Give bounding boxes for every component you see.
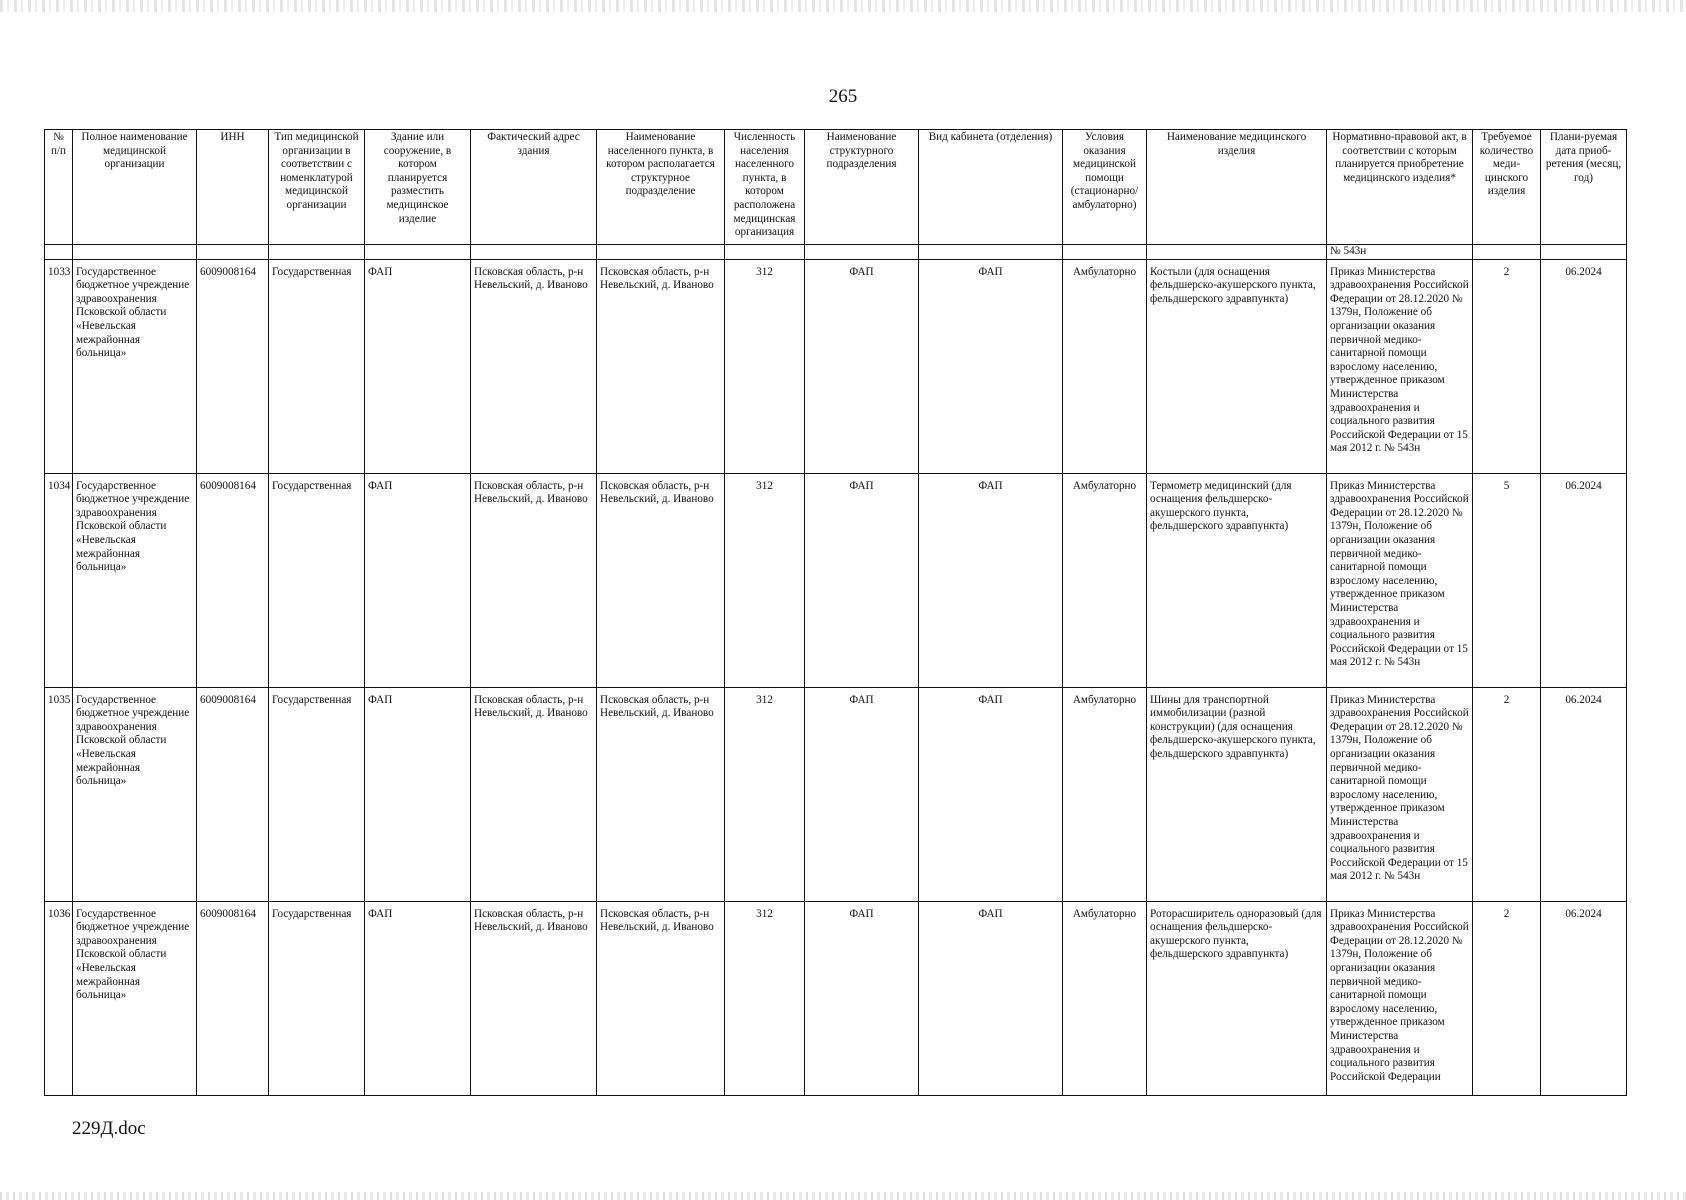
column-header: Наименование структурного подразделения xyxy=(805,130,919,245)
quantity: 5 xyxy=(1473,473,1541,687)
row-number: 1034 xyxy=(45,473,73,687)
device-name: Роторасширитель одноразовый (для оснащения фельдшерско-акушерского пункта, фельдшерского здравпункта) xyxy=(1147,901,1327,1095)
table-row xyxy=(45,473,1627,687)
quantity: 2 xyxy=(1473,259,1541,473)
legal-act: Приказ Министерства здравоохранения Российской Федерации от 28.12.2020 № 1379н, Положение об организации оказания первичной медико-санитарной помощи взрослому населению, утвержденное приказом Министерства здравоохранения и социального развития Российской Федерации xyxy=(1327,901,1473,1095)
division: ФАП xyxy=(805,687,919,901)
row-number: 1035 xyxy=(45,687,73,901)
cabinet: ФАП xyxy=(919,901,1063,1095)
settlement: Псковская область, р-н Невельский, д. Иваново xyxy=(597,901,725,1095)
column-header: Нормативно-правовой акт, в соответствии с которым планируется приобретение медицинского изделия* xyxy=(1327,130,1473,245)
carryover-row xyxy=(45,245,1627,260)
table-row xyxy=(45,687,1627,901)
quantity: 2 xyxy=(1473,901,1541,1095)
device-name: Шины для транспортной иммобилизации (разной конструкции) (для оснащения фельдшерско-акушерского пункта, фельдшерского здравпункта) xyxy=(1147,687,1327,901)
organization-type: Государственная xyxy=(269,901,365,1095)
table-row xyxy=(45,901,1627,1095)
column-header: Фактический адрес здания xyxy=(471,130,597,245)
division: ФАП xyxy=(805,259,919,473)
population: 312 xyxy=(725,901,805,1095)
row-number: 1033 xyxy=(45,259,73,473)
purchase-date: 06.2024 xyxy=(1541,259,1627,473)
population: 312 xyxy=(725,473,805,687)
address: Псковская область, р-н Невельский, д. Иваново xyxy=(471,901,597,1095)
device-name: Костыли (для оснащения фельдшерско-акушерского пункта, фельдшерского здравпункта) xyxy=(1147,259,1327,473)
table-header-row xyxy=(45,130,1627,245)
legal-act: Приказ Министерства здравоохранения Российской Федерации от 28.12.2020 № 1379н, Положение об организации оказания первичной медико-санитарной помощи взрослому населению, утвержденное приказом Министерства здравоохранения и социального развития Российской Федерации от 15 мая 2012 г. № 543н xyxy=(1327,687,1473,901)
building: ФАП xyxy=(365,259,471,473)
column-header: Условия оказания медицинской помощи (стационарно/ амбулаторно) xyxy=(1063,130,1147,245)
address: Псковская область, р-н Невельский, д. Иваново xyxy=(471,259,597,473)
division: ФАП xyxy=(805,901,919,1095)
care-conditions: Амбулаторно xyxy=(1063,687,1147,901)
address: Псковская область, р-н Невельский, д. Иваново xyxy=(471,473,597,687)
inn: 6009008164 xyxy=(197,259,269,473)
legal-act: Приказ Министерства здравоохранения Российской Федерации от 28.12.2020 № 1379н, Положение об организации оказания первичной медико-санитарной помощи взрослому населению, утвержденное приказом Министерства здравоохранения и социального развития Российской Федерации от 15 мая 2012 г. № 543н xyxy=(1327,259,1473,473)
care-conditions: Амбулаторно xyxy=(1063,259,1147,473)
device-name: Термометр медицинский (для оснащения фельдшерско-акушерского пункта, фельдшерского здравпункта) xyxy=(1147,473,1327,687)
care-conditions: Амбулаторно xyxy=(1063,901,1147,1095)
quantity: 2 xyxy=(1473,687,1541,901)
column-header: Наименование медицинского изделия xyxy=(1147,130,1327,245)
legal-act: Приказ Министерства здравоохранения Российской Федерации от 28.12.2020 № 1379н, Положение об организации оказания первичной медико-санитарной помощи взрослому населению, утвержденное приказом Министерства здравоохранения и социального развития Российской Федерации от 15 мая 2012 г. № 543н xyxy=(1327,473,1473,687)
building: ФАП xyxy=(365,473,471,687)
column-header: Тип медицинской организации в соответствии с номенклатурой медицинской организации xyxy=(269,130,365,245)
row-number: 1036 xyxy=(45,901,73,1095)
column-header: Требуемое количество меди-цинского изделия xyxy=(1473,130,1541,245)
purchase-date: 06.2024 xyxy=(1541,473,1627,687)
cabinet: ФАП xyxy=(919,473,1063,687)
organization-type: Государственная xyxy=(269,687,365,901)
column-header: ИНН xyxy=(197,130,269,245)
document-filename: 229Д.doc xyxy=(72,1118,146,1139)
organization-type: Государственная xyxy=(269,473,365,687)
settlement: Псковская область, р-н Невельский, д. Иваново xyxy=(597,687,725,901)
inn: 6009008164 xyxy=(197,901,269,1095)
scan-edge-top xyxy=(0,0,1686,12)
settlement: Псковская область, р-н Невельский, д. Иваново xyxy=(597,259,725,473)
column-header: Плани-руемая дата приоб-ретения (месяц, год) xyxy=(1541,130,1627,245)
purchase-date: 06.2024 xyxy=(1541,901,1627,1095)
organization-type: Государственная xyxy=(269,259,365,473)
care-conditions: Амбулаторно xyxy=(1063,473,1147,687)
column-header: № п/п xyxy=(45,130,73,245)
cabinet: ФАП xyxy=(919,259,1063,473)
column-header: Здание или сооружение, в котором планируется разместить медицинское изделие xyxy=(365,130,471,245)
scan-edge-bottom xyxy=(0,1192,1686,1200)
column-header: Численность населения населенного пункта, в котором расположена медицинская организация xyxy=(725,130,805,245)
column-header: Наименование населенного пункта, в котором располагается структурное подразделение xyxy=(597,130,725,245)
address: Псковская область, р-н Невельский, д. Иваново xyxy=(471,687,597,901)
building: ФАП xyxy=(365,901,471,1095)
organization-name: Государственное бюджетное учреждение здравоохранения Псковской области «Невельская межрайонная больница» xyxy=(73,687,197,901)
organization-name: Государственное бюджетное учреждение здравоохранения Псковской области «Невельская межрайонная больница» xyxy=(73,259,197,473)
division: ФАП xyxy=(805,473,919,687)
column-header: Вид кабинета (отделения) xyxy=(919,130,1063,245)
building: ФАП xyxy=(365,687,471,901)
settlement: Псковская область, р-н Невельский, д. Иваново xyxy=(597,473,725,687)
inn: 6009008164 xyxy=(197,687,269,901)
organization-name: Государственное бюджетное учреждение здравоохранения Псковской области «Невельская межрайонная больница» xyxy=(73,901,197,1095)
population: 312 xyxy=(725,687,805,901)
population: 312 xyxy=(725,259,805,473)
carryover-act-tail: № 543н xyxy=(1327,245,1473,260)
page-number: 265 xyxy=(828,86,858,107)
inn: 6009008164 xyxy=(197,473,269,687)
table-row xyxy=(45,259,1627,473)
purchase-date: 06.2024 xyxy=(1541,687,1627,901)
medical-device-table xyxy=(44,129,1627,1096)
cabinet: ФАП xyxy=(919,687,1063,901)
organization-name: Государственное бюджетное учреждение здравоохранения Псковской области «Невельская межрайонная больница» xyxy=(73,473,197,687)
column-header: Полное наименование медицинской организации xyxy=(73,130,197,245)
